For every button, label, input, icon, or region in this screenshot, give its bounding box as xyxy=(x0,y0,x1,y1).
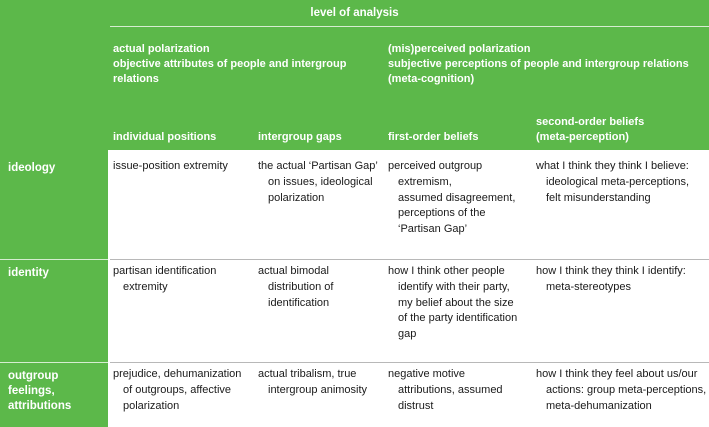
cell-text: distrust xyxy=(398,399,434,412)
cell-text: how I think they feel about us/our xyxy=(536,368,698,380)
row-label-text: ideology xyxy=(8,162,56,174)
cell-text: on issues, ideological xyxy=(268,175,373,188)
column-header-label: intergroup gaps xyxy=(258,131,342,143)
cell-text: meta-stereotypes xyxy=(546,280,631,293)
row-label-identity xyxy=(8,266,104,281)
cell-identity-intergroup-gaps xyxy=(258,264,386,311)
cell-ideology-individual-positions xyxy=(113,159,253,175)
row-divider xyxy=(110,362,709,363)
cell-text: actual tribalism, true xyxy=(258,368,357,380)
group-title-actual: actual polarization xyxy=(113,43,210,55)
column-header-label: individual positions xyxy=(113,131,217,143)
cell-text: extremity xyxy=(123,280,168,293)
cell-text: actions: group meta-perceptions, xyxy=(546,383,707,396)
cell-text: ‘Partisan Gap’ xyxy=(398,223,468,236)
row-label-text: outgroup xyxy=(8,370,59,382)
cell-text: attributions, assumed xyxy=(398,383,503,396)
title-divider xyxy=(110,26,709,27)
row-label-text: attributions xyxy=(8,400,72,412)
row-label-text: feelings, xyxy=(8,385,55,397)
cell-text: my belief about the size xyxy=(398,296,514,309)
cell-text: assumed disagreement, xyxy=(398,191,516,204)
cell-text: actual bimodal xyxy=(258,265,329,277)
cell-text: partisan identification xyxy=(113,265,217,277)
cell-text: polarization xyxy=(123,399,180,412)
column-header-sublabel: (meta-perception) xyxy=(536,131,629,143)
column-header-label: first-order beliefs xyxy=(388,131,479,143)
group-subtitle-perceived: subjective perceptions of people and intergroup relations xyxy=(388,58,689,70)
group-subtitle-actual-cont: relations xyxy=(113,73,159,85)
cell-ideology-intergroup-gaps xyxy=(258,159,386,206)
cell-text: gap xyxy=(398,328,417,341)
cell-text: perceived outgroup xyxy=(388,160,483,172)
row-label-divider xyxy=(0,259,108,260)
cell-outgroup-first-order xyxy=(388,367,533,414)
group-header-actual xyxy=(113,42,373,87)
column-header-second-order-beliefs xyxy=(536,115,644,145)
cell-text: the actual ‘Partisan Gap’ xyxy=(258,160,378,172)
cell-outgroup-individual-positions xyxy=(113,367,258,414)
cell-text: how I think they think I identify: xyxy=(536,265,686,277)
cell-text: ideological meta-perceptions, xyxy=(546,175,690,188)
cell-text: prejudice, dehumanization xyxy=(113,368,242,380)
cell-text: felt misunderstanding xyxy=(546,191,651,204)
cell-identity-second-order xyxy=(536,264,708,296)
row-label-text: identity xyxy=(8,267,49,279)
cell-text: what I think they think I believe: xyxy=(536,160,689,172)
cell-text: identify with their party, xyxy=(398,280,510,293)
cell-ideology-first-order xyxy=(388,159,533,238)
cell-identity-individual-positions xyxy=(113,264,253,296)
column-header-first-order-beliefs xyxy=(388,130,478,145)
row-label-ideology xyxy=(8,161,104,176)
column-header-individual-positions xyxy=(113,130,216,145)
group-subtitle-perceived-cont: (meta-cognition) xyxy=(388,73,475,85)
group-header-perceived xyxy=(388,42,706,87)
cell-text: how I think other people xyxy=(388,265,505,277)
cell-text: of the party identification xyxy=(398,312,518,325)
group-subtitle-actual: objective attributes of people and intergroup xyxy=(113,58,347,70)
cell-text: issue-position extremity xyxy=(113,160,228,172)
cell-ideology-second-order xyxy=(536,159,708,206)
cell-text: of outgroups, affective xyxy=(123,383,232,396)
cell-outgroup-intergroup-gaps xyxy=(258,367,386,399)
row-divider xyxy=(110,259,709,260)
cell-text: distribution of xyxy=(268,280,334,293)
cell-text: polarization xyxy=(268,191,325,204)
cell-outgroup-second-order xyxy=(536,367,708,414)
cell-text: intergroup animosity xyxy=(268,383,368,396)
cell-text: identification xyxy=(268,296,330,309)
cell-identity-first-order xyxy=(388,264,533,343)
cell-text: meta-dehumanization xyxy=(546,399,652,412)
row-label-divider xyxy=(0,362,108,363)
table-title: level of analysis xyxy=(310,7,399,19)
cell-text: negative motive xyxy=(388,368,466,380)
column-header-intergroup-gaps xyxy=(258,130,342,145)
group-title-perceived: (mis)perceived polarization xyxy=(388,43,531,55)
row-label-outgroup xyxy=(8,369,104,414)
cell-text: extremism, xyxy=(398,175,452,188)
cell-text: perceptions of the xyxy=(398,207,486,220)
column-header-label: second-order beliefs xyxy=(536,116,645,128)
